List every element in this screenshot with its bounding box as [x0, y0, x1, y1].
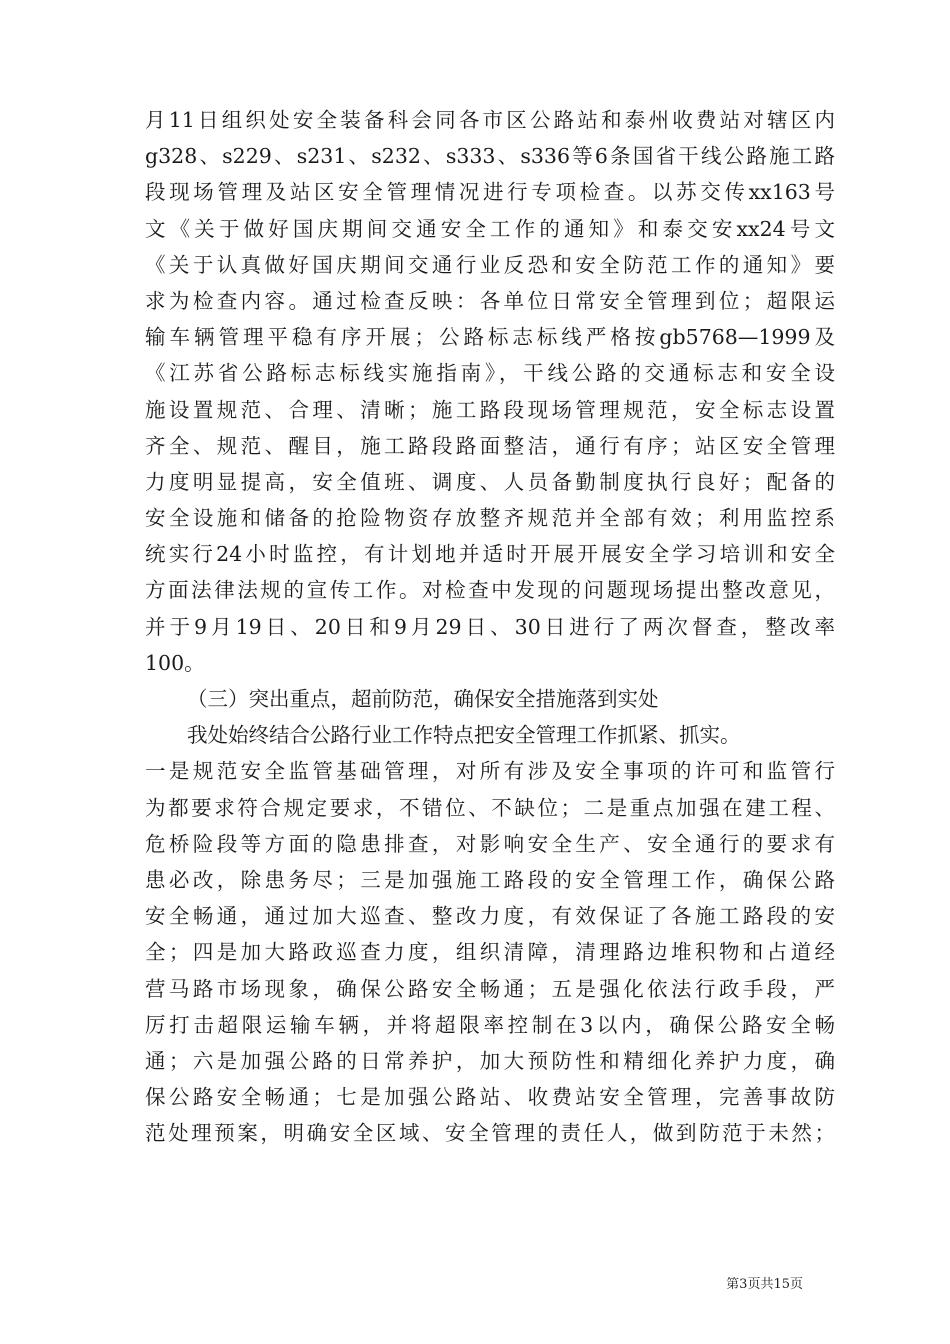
text-line: g328、s229、s231、s232、s333、s336等6条国省干线公路施工路: [145, 144, 835, 169]
text-line: 段现场管理及站区安全管理情况进行专项检查。以苏交传xx163号: [145, 180, 835, 205]
text-line: 月11日组织处安全装备科会同各市区公路站和泰州收费站对辖区内: [145, 108, 835, 132]
text-line: 患必改，除患务尽；三是加强施工路段的安全管理工作，确保公路: [145, 867, 835, 892]
text-line: 范处理预案，明确安全区域、安全管理的责任人，做到防范于未然；: [145, 1121, 835, 1146]
text-line: 输车辆管理平稳有序开展；公路标志标线严格按gb5768—1999及: [145, 325, 835, 350]
text-line: 安全畅通，通过加大巡查、整改力度，有效保证了各施工路段的安: [145, 904, 835, 929]
text-line: 并于9月19日、20日和9月29日、30日进行了两次督查，整改率: [145, 614, 835, 639]
paragraph-first-line: 我处始终结合公路行业工作特点把安全管理工作抓紧、抓实。: [187, 723, 741, 748]
text-line: 全；四是加大路政巡查力度，组织清障，清理路边堆积物和占道经: [145, 940, 835, 965]
text-line: 100。: [145, 650, 205, 675]
document-body: [145, 102, 835, 1151]
text-line: 安全设施和储备的抢险物资存放整齐规范并全部有效；利用监控系: [145, 506, 835, 531]
text-line: 通；六是加强公路的日常养护，加大预防性和精细化养护力度，确: [145, 1048, 835, 1073]
text-line: 保公路安全畅通；七是加强公路站、收费站安全管理，完善事故防: [145, 1085, 835, 1110]
text-line: 施设置规范、合理、清晰；施工路段现场管理规范，安全标志设置: [145, 397, 835, 422]
text-line: 一是规范安全监管基础管理，对所有涉及安全事项的许可和监管行: [145, 759, 835, 784]
text-line: 《关于认真做好国庆期间交通行业反恐和安全防范工作的通知》要: [145, 252, 835, 277]
text-line: 齐全、规范、醒目，施工路段路面整洁，通行有序；站区安全管理: [145, 433, 835, 458]
section-heading: （三）突出重点，超前防范，确保安全措施落到实处: [187, 687, 659, 711]
page-number-footer: 第3页共15页: [726, 1277, 803, 1292]
text-line: 求为检查内容。通过检查反映：各单位日常安全管理到位；超限运: [145, 288, 835, 313]
text-line: 力度明显提高，安全值班、调度、人员备勤制度执行良好；配备的: [145, 469, 835, 494]
text-line: 文《关于做好国庆期间交通安全工作的通知》和泰交安xx24号文: [145, 216, 835, 241]
text-line: 危桥险段等方面的隐患排查，对影响安全生产、安全通行的要求有: [145, 831, 835, 856]
text-line: 厉打击超限运输车辆，并将超限率控制在3以内，确保公路安全畅: [145, 1012, 835, 1037]
text-line: 《江苏省公路标志标线实施指南》，干线公路的交通标志和安全设: [145, 361, 835, 386]
text-line: 方面法律法规的宣传工作。对检查中发现的问题现场提出整改意见，: [145, 578, 835, 603]
text-line: 统实行24小时监控，有计划地并适时开展开展安全学习培训和安全: [145, 542, 835, 567]
text-line: 为都要求符合规定要求，不错位、不缺位；二是重点加强在建工程、: [145, 795, 835, 820]
text-line: 营马路市场现象，确保公路安全畅通；五是强化依法行政手段，严: [145, 976, 835, 1001]
